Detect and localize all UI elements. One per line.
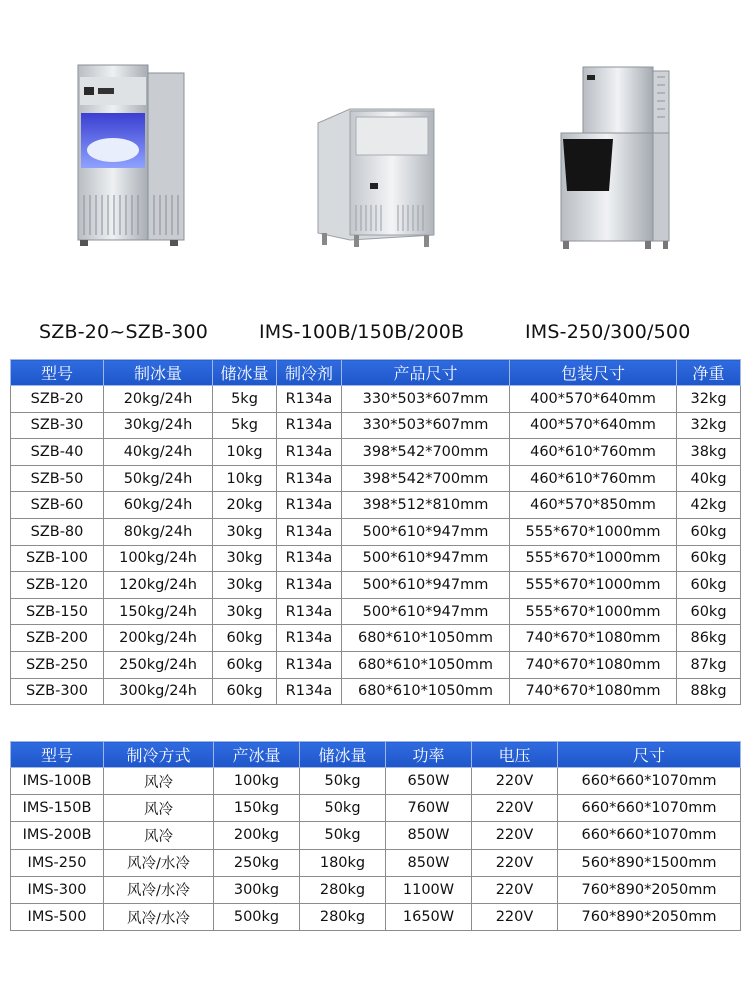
table-cell: R134a [277, 492, 342, 519]
table-cell: 100kg [214, 768, 300, 795]
table-row [11, 492, 741, 519]
table-cell: 760*890*2050mm [558, 903, 741, 930]
table-row [11, 386, 741, 413]
table-cell: 风冷 [104, 822, 214, 849]
table-cell: 200kg/24h [104, 625, 213, 652]
table-cell: R134a [277, 572, 342, 599]
table-cell: SZB-30 [11, 412, 104, 439]
table-cell: SZB-50 [11, 465, 104, 492]
table-cell: 20kg [213, 492, 277, 519]
table-row [11, 412, 741, 439]
table-cell: 740*670*1080mm [510, 678, 677, 705]
table-cell: 50kg [300, 795, 386, 822]
table-cell: 120kg/24h [104, 572, 213, 599]
table-row [11, 518, 741, 545]
table-cell: R134a [277, 412, 342, 439]
table-cell: SZB-20 [11, 386, 104, 413]
table-cell: 30kg [213, 598, 277, 625]
table-row [11, 849, 741, 876]
table-cell: 680*610*1050mm [342, 678, 510, 705]
table-cell: 220V [472, 822, 558, 849]
table-header-row [11, 742, 741, 768]
table-cell: 280kg [300, 876, 386, 903]
table-cell: 1100W [386, 876, 472, 903]
table-cell: 180kg [300, 849, 386, 876]
table-row [11, 598, 741, 625]
column-header: 型号 [11, 360, 104, 386]
table-cell: 50kg/24h [104, 465, 213, 492]
table-cell: 88kg [677, 678, 741, 705]
table-cell: 740*670*1080mm [510, 625, 677, 652]
product-images [0, 55, 750, 343]
table-cell: 660*660*1070mm [558, 768, 741, 795]
table-row [11, 795, 741, 822]
table-cell: R134a [277, 651, 342, 678]
table-cell: 风冷/水冷 [104, 849, 214, 876]
table-cell: 60kg [213, 651, 277, 678]
table-cell: 850W [386, 822, 472, 849]
column-header: 尺寸 [558, 742, 741, 768]
ims-spec-table [10, 741, 741, 931]
table-cell: 220V [472, 768, 558, 795]
table-cell: IMS-100B [11, 768, 104, 795]
table-cell: SZB-120 [11, 572, 104, 599]
table-cell: R134a [277, 598, 342, 625]
table-cell: 87kg [677, 651, 741, 678]
table-cell: 220V [472, 795, 558, 822]
table-cell: 460*610*760mm [510, 465, 677, 492]
table-cell: 10kg [213, 439, 277, 466]
table-cell: 风冷 [104, 768, 214, 795]
table-cell: 50kg [300, 768, 386, 795]
table-cell: 86kg [677, 625, 741, 652]
column-header: 电压 [472, 742, 558, 768]
table-cell: IMS-500 [11, 903, 104, 930]
table-header-row [11, 360, 741, 386]
table-cell: SZB-60 [11, 492, 104, 519]
table-cell: 500*610*947mm [342, 518, 510, 545]
table-cell: 555*670*1000mm [510, 572, 677, 599]
table-cell: 220V [472, 903, 558, 930]
table-cell: 60kg [677, 545, 741, 572]
column-header: 产品尺寸 [342, 360, 510, 386]
table-cell: 680*610*1050mm [342, 625, 510, 652]
table-row [11, 439, 741, 466]
table-cell: 555*670*1000mm [510, 598, 677, 625]
table-cell: 60kg [677, 598, 741, 625]
table-row [11, 572, 741, 599]
table-cell: R134a [277, 678, 342, 705]
table-cell: 30kg/24h [104, 412, 213, 439]
table-row [11, 625, 741, 652]
table-cell: 50kg [300, 822, 386, 849]
table-cell: 风冷/水冷 [104, 876, 214, 903]
table-row [11, 678, 741, 705]
table-cell: 850W [386, 849, 472, 876]
table-cell: 风冷 [104, 795, 214, 822]
table-cell: 650W [386, 768, 472, 795]
table-cell: 150kg/24h [104, 598, 213, 625]
table-cell: 660*660*1070mm [558, 822, 741, 849]
table-cell: IMS-250 [11, 849, 104, 876]
table-cell: R134a [277, 439, 342, 466]
table-cell: 500*610*947mm [342, 545, 510, 572]
table-cell: SZB-250 [11, 651, 104, 678]
table-cell: 60kg [213, 678, 277, 705]
table-cell: 32kg [677, 412, 741, 439]
ims-100b-ice-machine-image [310, 105, 440, 250]
table-cell: 500*610*947mm [342, 572, 510, 599]
table-cell: 660*660*1070mm [558, 795, 741, 822]
table-row [11, 465, 741, 492]
product-caption: IMS-100B/150B/200B [259, 321, 465, 343]
table-cell: 80kg/24h [104, 518, 213, 545]
table-cell: SZB-80 [11, 518, 104, 545]
column-header: 储冰量 [213, 360, 277, 386]
table-cell: 42kg [677, 492, 741, 519]
table-cell: 740*670*1080mm [510, 651, 677, 678]
table-cell: 300kg/24h [104, 678, 213, 705]
table-cell: 220V [472, 849, 558, 876]
table-cell: 5kg [213, 386, 277, 413]
table-cell: 400*570*640mm [510, 412, 677, 439]
table-cell: 460*570*850mm [510, 492, 677, 519]
column-header: 产冰量 [214, 742, 300, 768]
table-cell: 60kg/24h [104, 492, 213, 519]
column-header: 制冰量 [104, 360, 213, 386]
table-cell: SZB-40 [11, 439, 104, 466]
column-header: 包装尺寸 [510, 360, 677, 386]
table-cell: R134a [277, 545, 342, 572]
table-cell: SZB-100 [11, 545, 104, 572]
table-cell: 150kg [214, 795, 300, 822]
table-cell: SZB-300 [11, 678, 104, 705]
column-header: 储冰量 [300, 742, 386, 768]
table-cell: 30kg [213, 518, 277, 545]
table-cell: 220V [472, 876, 558, 903]
column-header: 制冷方式 [104, 742, 214, 768]
table-cell: 20kg/24h [104, 386, 213, 413]
table-cell: 32kg [677, 386, 741, 413]
table-cell: IMS-200B [11, 822, 104, 849]
table-cell: 1650W [386, 903, 472, 930]
table-cell: SZB-150 [11, 598, 104, 625]
table-cell: 10kg [213, 465, 277, 492]
table-cell: 30kg [213, 545, 277, 572]
table-cell: 398*542*700mm [342, 439, 510, 466]
table-row [11, 545, 741, 572]
szb-ice-machine-image [70, 55, 190, 250]
table-cell: 5kg [213, 412, 277, 439]
table-cell: 200kg [214, 822, 300, 849]
table-cell: 250kg/24h [104, 651, 213, 678]
product-caption: SZB-20~SZB-300 [39, 321, 209, 343]
table-cell: 40kg/24h [104, 439, 213, 466]
table-cell: 40kg [677, 465, 741, 492]
table-cell: 398*542*700mm [342, 465, 510, 492]
table-cell: 760W [386, 795, 472, 822]
table-cell: 250kg [214, 849, 300, 876]
table-cell: 760*890*2050mm [558, 876, 741, 903]
table-cell: 风冷/水冷 [104, 903, 214, 930]
table-cell: 555*670*1000mm [510, 545, 677, 572]
table-cell: SZB-200 [11, 625, 104, 652]
table-cell: 60kg [677, 518, 741, 545]
table-row [11, 822, 741, 849]
column-header: 型号 [11, 742, 104, 768]
column-header: 净重 [677, 360, 741, 386]
table-cell: IMS-300 [11, 876, 104, 903]
ims-250-ice-machine-image [555, 63, 675, 253]
table-cell: IMS-150B [11, 795, 104, 822]
szb-spec-table [10, 359, 741, 705]
table-cell: 300kg [214, 876, 300, 903]
table-row [11, 903, 741, 930]
table-cell: 330*503*607mm [342, 386, 510, 413]
table-cell: R134a [277, 386, 342, 413]
table-cell: R134a [277, 518, 342, 545]
table-cell: 560*890*1500mm [558, 849, 741, 876]
product-caption: IMS-250/300/500 [525, 321, 691, 343]
table-cell: 555*670*1000mm [510, 518, 677, 545]
table-cell: 400*570*640mm [510, 386, 677, 413]
table-cell: 680*610*1050mm [342, 651, 510, 678]
table-cell: 100kg/24h [104, 545, 213, 572]
table-cell: R134a [277, 465, 342, 492]
column-header: 制冷剂 [277, 360, 342, 386]
table-cell: 460*610*760mm [510, 439, 677, 466]
table-cell: 60kg [677, 572, 741, 599]
table-cell: 60kg [213, 625, 277, 652]
table-cell: R134a [277, 625, 342, 652]
table-cell: 30kg [213, 572, 277, 599]
table-cell: 500*610*947mm [342, 598, 510, 625]
table-cell: 500kg [214, 903, 300, 930]
table-cell: 330*503*607mm [342, 412, 510, 439]
column-header: 功率 [386, 742, 472, 768]
table-row [11, 651, 741, 678]
table-cell: 398*512*810mm [342, 492, 510, 519]
table-cell: 38kg [677, 439, 741, 466]
table-row [11, 768, 741, 795]
table-row [11, 876, 741, 903]
table-cell: 280kg [300, 903, 386, 930]
